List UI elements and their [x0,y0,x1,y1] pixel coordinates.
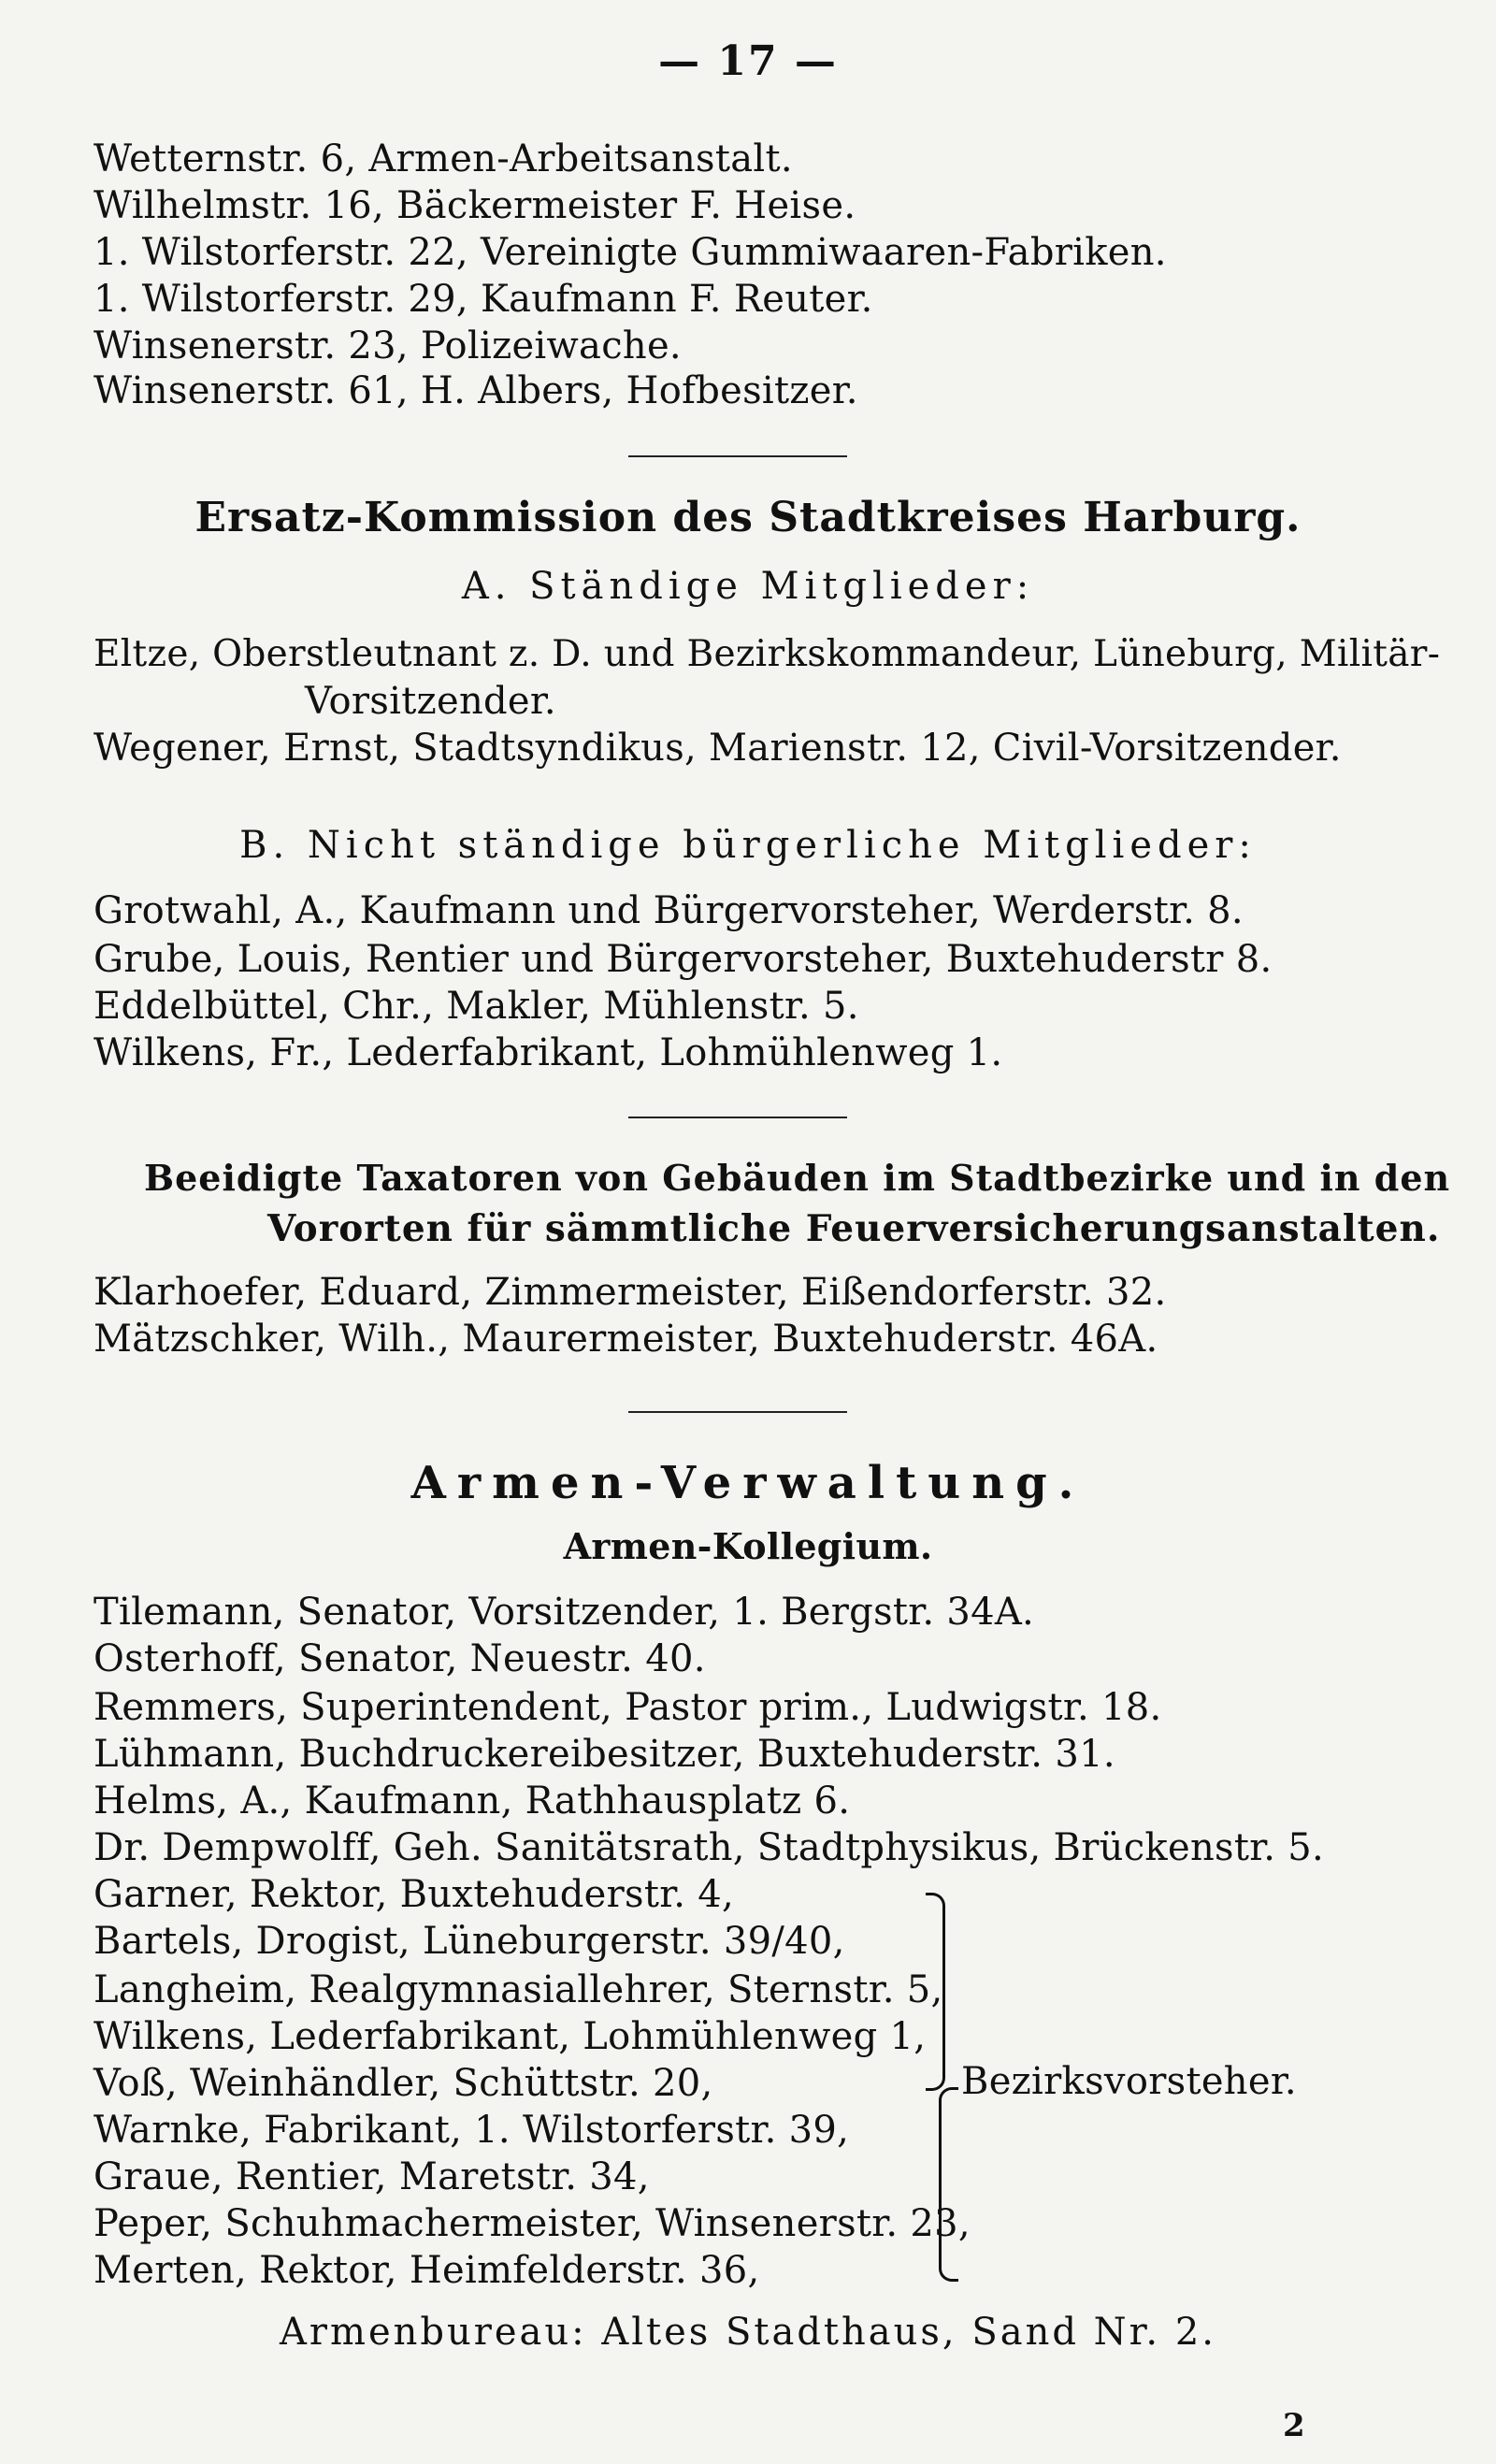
section-title-taxatoren: Beeidigte Taxatoren von Gebäuden im Stadtbezirke und in den [144,1157,1451,1199]
address-line: Winsenerstr. 23, Polizeiwache. [94,324,682,367]
member-line: Remmers, Superintendent, Pastor prim., Ludwigstr. 18. [94,1686,1162,1729]
member-line: Wegener, Ernst, Stadtsyndikus, Marienstr. 12, Civil-Vorsitzender. [94,727,1342,770]
member-line: Dr. Dempwolff, Geh. Sanitätsrath, Stadtphysikus, Brückenstr. 5. [94,1826,1325,1869]
address-line: Wilhelmstr. 16, Bäckermeister F. Heise. [94,184,856,227]
member-line: Eddelbüttel, Chr., Makler, Mühlenstr. 5. [94,985,859,1028]
member-line: Wilkens, Fr., Lederfabrikant, Lohmühlenweg 1. [94,1031,1003,1074]
section-title-armen: Armen-Verwaltung. [410,1457,1086,1509]
signature-mark: 2 [1283,2407,1305,2444]
bezirk-member-line: Bartels, Drogist, Lüneburgerstr. 39/40, [94,1920,845,1963]
bezirk-member-line: Garner, Rektor, Buxtehuderstr. 4, [94,1873,735,1916]
bracket-lower [939,2087,958,2282]
member-line: Mätzschker, Wilh., Maurermeister, Buxtehuderstr. 46A. [94,1318,1158,1361]
section-title-taxatoren-line2: Vororten für sämmtliche Feuerversicherungsanstalten. [267,1207,1441,1250]
subheading-nicht-standige: B. Nicht ständige bürgerliche Mitglieder: [239,824,1257,867]
subheading-standige: A. Ständige Mitglieder: [461,565,1035,608]
page-number: — 17 — [658,37,838,85]
bracket-upper [926,1893,945,2091]
member-line: Grube, Louis, Rentier und Bürgervorsteher, Buxtehuderstr 8. [94,938,1273,981]
bezirk-member-line: Voß, Weinhändler, Schüttstr. 20, [94,2062,713,2105]
bezirk-member-line: Peper, Schuhmachermeister, Winsenerstr. 23, [94,2202,971,2245]
member-line: Helms, A., Kaufmann, Rathhausplatz 6. [94,1780,851,1823]
member-line: Eltze, Oberstleutnant z. D. und Bezirkskommandeur, Lüneburg, Militär- [94,633,1441,675]
bezirk-member-line: Warnke, Fabrikant, 1. Wilstorferstr. 39, [94,2109,850,2152]
section-title-ersatz: Ersatz-Kommission des Stadtkreises Harburg. [194,494,1302,541]
subheading-armen-kollegium: Armen-Kollegium. [563,1525,933,1567]
bezirk-member-line: Wilkens, Lederfabrikant, Lohmühlenweg 1, [94,2015,927,2058]
section-divider [628,1411,847,1413]
member-line: Osterhoff, Senator, Neuestr. 40. [94,1637,706,1680]
armenbureau-line: Armenbureau: Altes Stadthaus, Sand Nr. 2. [280,2311,1216,2354]
bezirk-member-line: Merten, Rektor, Heimfelderstr. 36, [94,2249,760,2292]
address-line: 1. Wilstorferstr. 22, Vereinigte Gummiwaaren-Fabriken. [94,231,1167,274]
address-line: Wetternstr. 6, Armen-Arbeitsanstalt. [94,137,793,180]
bezirk-member-line: Graue, Rentier, Maretstr. 34, [94,2155,650,2198]
member-line-continuation: Vorsitzender. [305,680,556,723]
member-line: Tilemann, Senator, Vorsitzender, 1. Bergstr. 34A. [94,1591,1035,1634]
bezirk-member-line: Langheim, Realgymnasiallehrer, Sternstr. 5, [94,1968,943,2011]
member-line: Grotwahl, A., Kaufmann und Bürgervorsteher, Werderstr. 8. [94,889,1244,932]
member-line: Klarhoefer, Eduard, Zimmermeister, Eißendorferstr. 32. [94,1271,1167,1314]
address-line: 1. Wilstorferstr. 29, Kaufmann F. Reuter. [94,278,873,321]
section-divider [628,455,847,457]
bezirk-label: Bezirksvorsteher. [961,2060,1297,2103]
address-line: Winsenerstr. 61, H. Albers, Hofbesitzer. [94,369,858,412]
section-divider [628,1117,847,1118]
member-line: Lühmann, Buchdruckereibesitzer, Buxtehuderstr. 31. [94,1733,1115,1776]
